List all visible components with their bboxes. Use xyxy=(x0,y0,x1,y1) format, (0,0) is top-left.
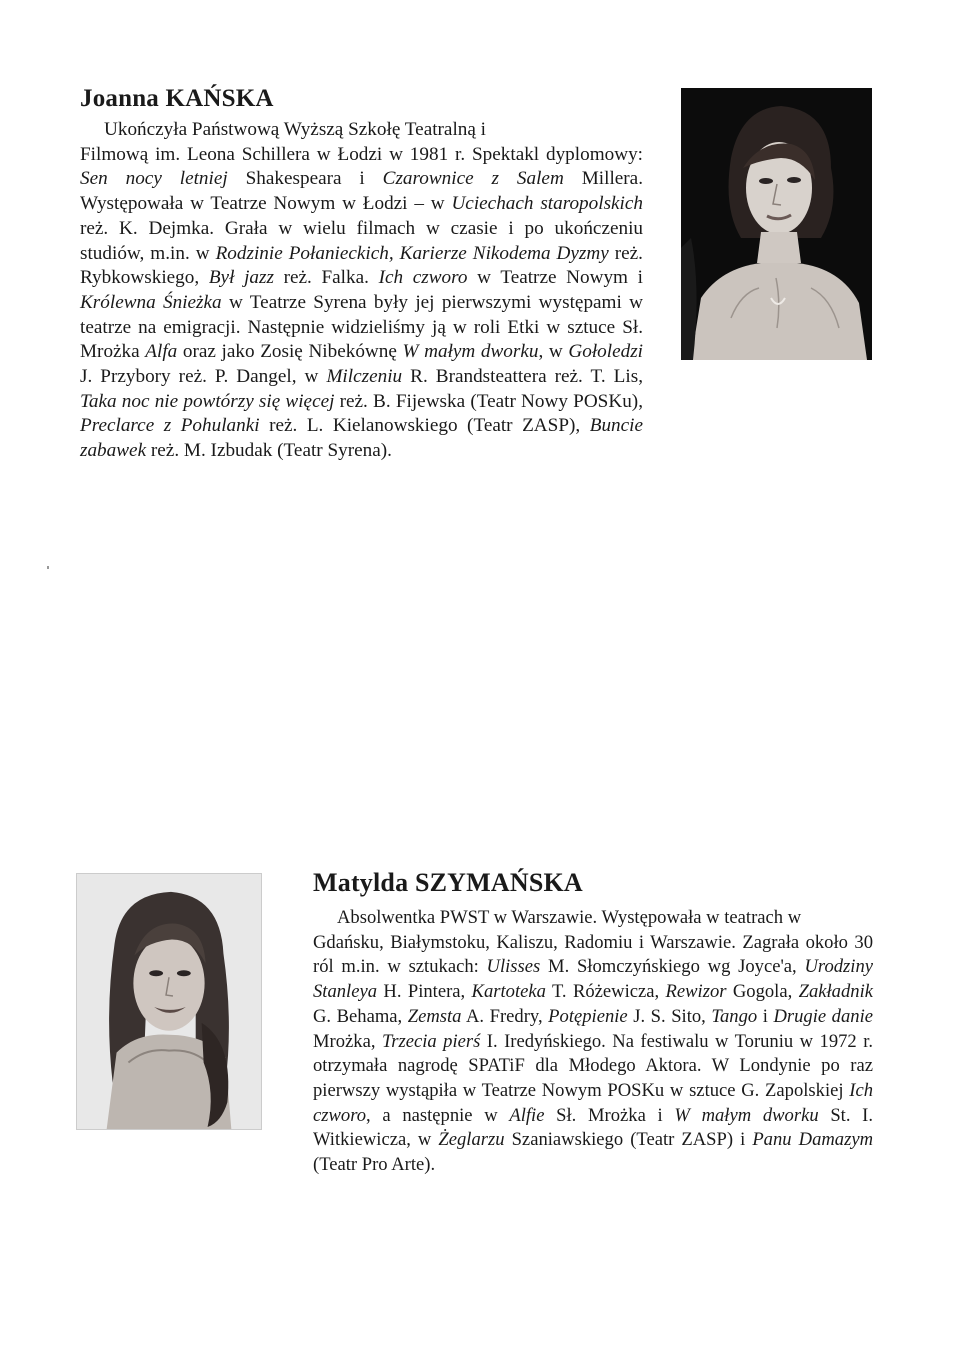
portrait-photo-joanna-kanska xyxy=(681,88,872,360)
text-run: reż. Falka. xyxy=(273,267,379,289)
bio-matylda-szymanska xyxy=(313,868,873,1178)
text-run: oraz jako Zosię Nibekównę xyxy=(177,341,403,363)
text-run: reż. Rybkowskiego, xyxy=(80,242,643,289)
bio-first-line: Absolwentka PWST w Warszawie. Występowała w teatrach w xyxy=(337,907,802,928)
title-italic: W małym dworku xyxy=(402,341,539,363)
text-run: (Teatr Pro Arte). xyxy=(313,1154,436,1176)
bio-paragraph xyxy=(80,143,643,464)
text-run: Gogola, xyxy=(726,981,799,1003)
title-italic: Drugie danie xyxy=(773,1005,873,1027)
title-italic: Tango xyxy=(711,1005,758,1027)
title-italic: Rewizor xyxy=(665,981,727,1003)
text-run: H. Pintera, xyxy=(377,981,472,1003)
title-italic: Królewna Śnieżka xyxy=(80,291,222,313)
text-run: Sł. Mrożka i xyxy=(544,1104,675,1126)
title-italic: Ich czworo xyxy=(313,1079,873,1126)
text-run: Filmową im. Leona Schillera w Łodzi w 1981 r. Spektakl dyplomowy: xyxy=(80,143,643,165)
text-run: Millera. Występowała w Teatrze Nowym w Łodzi – w xyxy=(80,168,643,215)
title-italic: Czarownice z Salem xyxy=(382,168,564,190)
text-run: St. I. Witkiewicza, w xyxy=(313,1104,874,1151)
text-run: T. Różewicza, xyxy=(545,981,666,1003)
title-italic: Potępienie xyxy=(548,1005,628,1027)
text-run: J. Przybory reż. P. Dangel, w xyxy=(80,366,327,388)
text-run: G. Behama, xyxy=(313,1005,408,1027)
text-run: , w xyxy=(538,341,569,363)
bio-text xyxy=(80,118,643,464)
text-run: Szaniawskiego (Teatr ZASP) i xyxy=(504,1129,753,1151)
text-run: i xyxy=(757,1005,774,1027)
actor-name: Matylda SZYMAŃSKA xyxy=(313,868,583,897)
portrait-image xyxy=(77,874,261,1129)
bio-text xyxy=(313,906,873,1178)
text-run: reż. K. Dejmka. Grała w wielu filmach w czasie i po ukończeniu studiów, m.in. w xyxy=(80,217,643,264)
text-run: reż. B. Fijewska (Teatr Nowy POSKu), xyxy=(334,390,643,412)
text-run: reż. M. Izbudak (Teatr Syrena). xyxy=(146,440,392,462)
title-italic: Był jazz xyxy=(208,267,274,289)
title-italic: Ulisses xyxy=(486,956,541,978)
title-italic: Zakładnik xyxy=(798,981,873,1003)
portrait-image xyxy=(681,88,872,360)
bio-joanna-kanska xyxy=(80,84,643,464)
title-italic: Ich czworo xyxy=(378,267,468,289)
text-run: Gdańsku, Białymstoku, Kaliszu, Radomiu i Warszawie. Zagrała około 30 ról m.in. w sztukach: xyxy=(313,931,873,978)
text-run: I. Iredyńskiego. Na festiwalu w Toruniu w 1972 r. otrzymała nagrodę SPATiF dla Młodego Aktora. W Londynie po raz pierwszy wystąpiła w Teatrze Nowym POSKu w sztuce G. Zapolskiej xyxy=(313,1030,874,1101)
text-run: J. S. Sito, xyxy=(627,1005,712,1027)
title-italic: Alfie xyxy=(509,1104,545,1126)
text-run: M. Słomczyńskiego wg Joyce'a, xyxy=(540,956,805,978)
text-run: w Teatrze Syrena były jej pierwszymi występami w teatrze na emigracji. Następnie widzieliśmy ją w roli Etki w sztuce Sł. Mrożka xyxy=(80,291,643,363)
title-italic: Preclarce z Pohulanki xyxy=(80,415,260,437)
text-run: A. Fredry, xyxy=(461,1005,549,1027)
title-italic: Alfa xyxy=(145,341,178,363)
bio-first-line: Ukończyła Państwową Wyższą Szkołę Teatralną i xyxy=(104,119,487,140)
title-italic: Sen nocy letniej xyxy=(80,168,228,190)
title-italic: Taka noc nie powtórzy się więcej xyxy=(80,390,335,412)
text-run: Shakespeara i xyxy=(227,168,383,190)
title-italic: Gołoledzi xyxy=(568,341,644,363)
title-italic: Rodzinie Połanieckich, Karierze Nikodema Dyzmy xyxy=(215,242,609,264)
text-run: , a następnie w xyxy=(366,1104,510,1126)
title-italic: Buncie zabawek xyxy=(80,415,643,462)
title-italic: Panu Damazym xyxy=(752,1129,874,1151)
scan-speck xyxy=(47,566,49,569)
text-run: reż. L. Kielanowskiego (Teatr ZASP), xyxy=(259,415,590,437)
title-italic: Urodziny Stanleya xyxy=(313,956,873,1003)
title-italic: Trzecia pierś xyxy=(381,1030,481,1052)
title-italic: Żeglarzu xyxy=(438,1129,505,1151)
text-run: Mrożka, xyxy=(313,1030,382,1052)
bio-paragraph xyxy=(313,931,873,1178)
title-italic: W małym dworku xyxy=(674,1104,819,1126)
text-run: w Teatrze Nowym i xyxy=(467,267,643,289)
title-italic: Kartoteka xyxy=(471,981,546,1003)
title-italic: Uciechach staropolskich xyxy=(451,193,643,215)
text-run: R. Brandsteattera reż. T. Lis, xyxy=(402,366,643,388)
portrait-photo-matylda-szymanska xyxy=(76,873,262,1130)
title-italic: Zemsta xyxy=(407,1005,462,1027)
title-italic: Milczeniu xyxy=(326,366,403,388)
actor-name: Joanna KAŃSKA xyxy=(80,85,274,112)
